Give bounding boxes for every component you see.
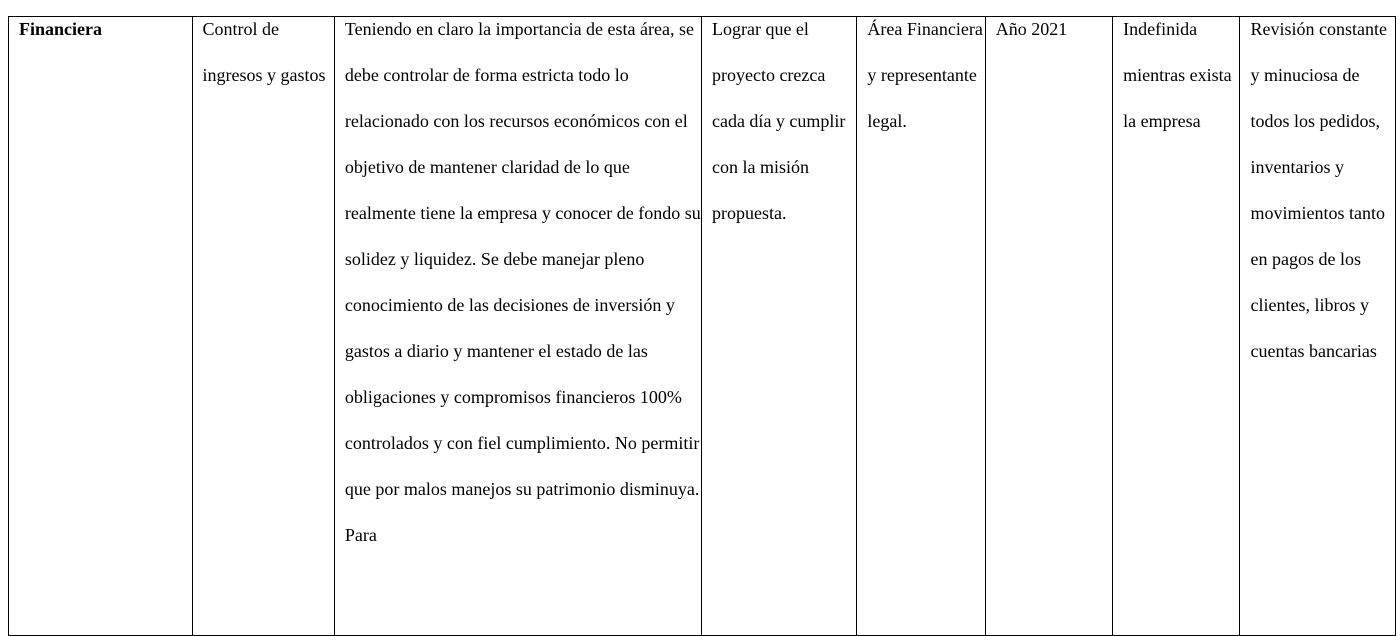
document-table <box>8 16 1396 636</box>
duration-text: Indefinida mientras exista la empresa <box>1123 19 1232 131</box>
control-text: Revisión constante y minuciosa de todos los pedidos, inventarios y movimientos tanto en pagos de los clientes, libros y cuentas bancarias <box>1250 19 1387 361</box>
cell-area <box>9 17 193 636</box>
cell-control <box>1240 17 1396 636</box>
cell-description <box>334 17 701 636</box>
cell-date <box>985 17 1112 636</box>
cell-activity <box>192 17 334 636</box>
cell-objective <box>701 17 856 636</box>
area-text: Financiera <box>19 19 102 39</box>
cell-duration <box>1113 17 1240 636</box>
objective-text: Lograr que el proyecto crezca cada día y cumplir con la misión propuesta. <box>711 19 846 223</box>
cell-responsible <box>857 17 985 636</box>
date-text: Año 2021 <box>995 19 1068 39</box>
table-row <box>9 17 1396 636</box>
responsible-text: Área Financiera y representante legal. <box>867 19 983 131</box>
activity-text: Control de ingresos y gastos <box>202 19 326 85</box>
description-text: Teniendo en claro la importancia de esta área, se debe controlar de forma estricta todo lo relacionado con los recursos económicos con el objetivo de mantener claridad de lo que realmente tiene la empresa y conocer de fondo su solidez y liquidez. Se debe manejar pleno conocimiento de las decisiones de inversión y gastos a diario y mantener el estado de las obligaciones y compromisos financieros 100% controlados y con fiel cumplimiento. No permitir que por malos manejos su patrimonio disminuya. Para <box>344 19 701 545</box>
